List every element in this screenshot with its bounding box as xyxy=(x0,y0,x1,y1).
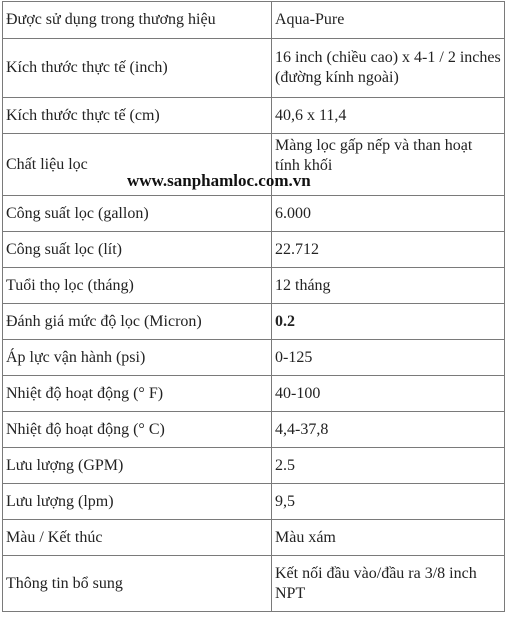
spec-value: 9,5 xyxy=(272,484,505,520)
spec-value: 0-125 xyxy=(272,340,505,376)
spec-value: Màu xám xyxy=(272,520,505,556)
table-row xyxy=(3,196,505,232)
spec-value: Màng lọc gấp nếp và than hoạt tính khối xyxy=(272,134,505,196)
spec-label: Chất liệu lọc xyxy=(3,134,272,196)
spec-label: Nhiệt độ hoạt động (° C) xyxy=(3,412,272,448)
spec-label: Đánh giá mức độ lọc (Micron) xyxy=(3,304,272,340)
spec-label: Thông tin bổ sung xyxy=(3,556,272,612)
table-row xyxy=(3,376,505,412)
table-row xyxy=(3,268,505,304)
spec-value: 16 inch (chiều cao) x 4-1 / 2 inches (đường kính ngoài) xyxy=(272,39,505,98)
table-row xyxy=(3,340,505,376)
table-row xyxy=(3,2,505,39)
spec-value: Aqua-Pure xyxy=(272,2,505,39)
spec-value: 0.2 xyxy=(272,304,505,340)
spec-label: Được sử dụng trong thương hiệu xyxy=(3,2,272,39)
spec-value: 40-100 xyxy=(272,376,505,412)
table-row xyxy=(3,556,505,612)
spec-label: Nhiệt độ hoạt động (° F) xyxy=(3,376,272,412)
table-row xyxy=(3,98,505,134)
spec-label: Áp lực vận hành (psi) xyxy=(3,340,272,376)
spec-value: 12 tháng xyxy=(272,268,505,304)
spec-label: Lưu lượng (GPM) xyxy=(3,448,272,484)
table-row xyxy=(3,232,505,268)
table-row xyxy=(3,448,505,484)
spec-label: Kích thước thực tế (cm) xyxy=(3,98,272,134)
table-row xyxy=(3,304,505,340)
spec-value: 4,4-37,8 xyxy=(272,412,505,448)
spec-value: Kết nối đầu vào/đầu ra 3/8 inch NPT xyxy=(272,556,505,612)
table-row xyxy=(3,134,505,196)
spec-table xyxy=(2,1,505,612)
table-row xyxy=(3,520,505,556)
watermark-url: www.sanphamloc.com.vn xyxy=(127,171,311,190)
spec-value: 40,6 x 11,4 xyxy=(272,98,505,134)
spec-label: Tuổi thọ lọc (tháng) xyxy=(3,268,272,304)
table-row xyxy=(3,39,505,98)
spec-label: Màu / Kết thúc xyxy=(3,520,272,556)
spec-value: 2.5 xyxy=(272,448,505,484)
spec-label: Công suất lọc (gallon) xyxy=(3,196,272,232)
spec-value: 6.000 xyxy=(272,196,505,232)
spec-label: Kích thước thực tế (inch) xyxy=(3,39,272,98)
spec-label: Lưu lượng (lpm) xyxy=(3,484,272,520)
table-row xyxy=(3,484,505,520)
spec-value: 22.712 xyxy=(272,232,505,268)
spec-label: Công suất lọc (lít) xyxy=(3,232,272,268)
table-row xyxy=(3,412,505,448)
